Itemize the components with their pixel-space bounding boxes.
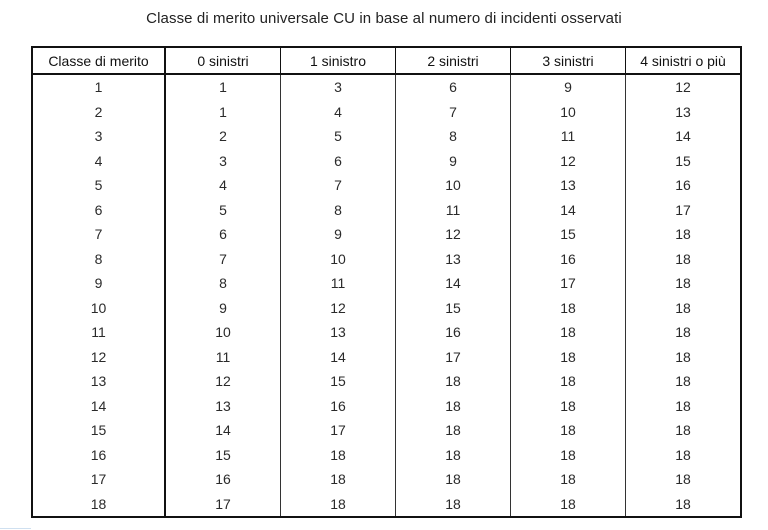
merit-class-cell: 3: [32, 124, 165, 149]
resulting-class-cell: 13: [511, 173, 626, 198]
divider: [0, 528, 31, 529]
resulting-class-cell: 17: [626, 198, 742, 223]
merit-class-cell: 7: [32, 222, 165, 247]
table-row: [32, 443, 741, 468]
resulting-class-cell: 16: [165, 467, 281, 492]
resulting-class-cell: 12: [165, 369, 281, 394]
resulting-class-cell: 18: [511, 320, 626, 345]
merit-class-cell: 18: [32, 492, 165, 518]
resulting-class-cell: 18: [511, 467, 626, 492]
resulting-class-cell: 18: [511, 345, 626, 370]
resulting-class-cell: 18: [626, 345, 742, 370]
resulting-class-cell: 15: [626, 149, 742, 174]
resulting-class-cell: 15: [165, 443, 281, 468]
column-header: 0 sinistri: [165, 47, 281, 74]
resulting-class-cell: 14: [396, 271, 511, 296]
resulting-class-cell: 12: [281, 296, 396, 321]
resulting-class-cell: 17: [281, 418, 396, 443]
table-row: [32, 345, 741, 370]
table-body: [32, 74, 741, 517]
resulting-class-cell: 15: [511, 222, 626, 247]
merit-class-cell: 1: [32, 74, 165, 100]
resulting-class-cell: 4: [281, 100, 396, 125]
resulting-class-cell: 15: [396, 296, 511, 321]
merit-class-cell: 12: [32, 345, 165, 370]
table-row: [32, 320, 741, 345]
resulting-class-cell: 10: [511, 100, 626, 125]
resulting-class-cell: 12: [396, 222, 511, 247]
resulting-class-cell: 18: [281, 443, 396, 468]
table-row: [32, 222, 741, 247]
resulting-class-cell: 8: [396, 124, 511, 149]
resulting-class-cell: 8: [165, 271, 281, 296]
resulting-class-cell: 2: [165, 124, 281, 149]
resulting-class-cell: 13: [165, 394, 281, 419]
column-header: 3 sinistri: [511, 47, 626, 74]
resulting-class-cell: 18: [626, 296, 742, 321]
column-header: 1 sinistro: [281, 47, 396, 74]
resulting-class-cell: 18: [281, 492, 396, 518]
resulting-class-cell: 1: [165, 74, 281, 100]
resulting-class-cell: 18: [511, 394, 626, 419]
column-header: 4 sinistri o più: [626, 47, 742, 74]
merit-class-cell: 15: [32, 418, 165, 443]
table-row: [32, 394, 741, 419]
resulting-class-cell: 18: [396, 418, 511, 443]
resulting-class-cell: 18: [396, 394, 511, 419]
resulting-class-cell: 18: [281, 467, 396, 492]
resulting-class-cell: 7: [165, 247, 281, 272]
table-row: [32, 74, 741, 100]
resulting-class-cell: 16: [281, 394, 396, 419]
resulting-class-cell: 3: [165, 149, 281, 174]
resulting-class-cell: 14: [281, 345, 396, 370]
table-row: [32, 467, 741, 492]
resulting-class-cell: 6: [165, 222, 281, 247]
resulting-class-cell: 18: [511, 369, 626, 394]
resulting-class-cell: 18: [626, 492, 742, 518]
resulting-class-cell: 14: [511, 198, 626, 223]
merit-class-table: [31, 46, 742, 518]
resulting-class-cell: 18: [626, 271, 742, 296]
resulting-class-cell: 7: [396, 100, 511, 125]
resulting-class-cell: 13: [396, 247, 511, 272]
resulting-class-cell: 15: [281, 369, 396, 394]
resulting-class-cell: 17: [396, 345, 511, 370]
table-row: [32, 198, 741, 223]
resulting-class-cell: 11: [165, 345, 281, 370]
resulting-class-cell: 14: [626, 124, 742, 149]
resulting-class-cell: 1: [165, 100, 281, 125]
table-row: [32, 296, 741, 321]
resulting-class-cell: 11: [511, 124, 626, 149]
merit-class-cell: 16: [32, 443, 165, 468]
resulting-class-cell: 18: [626, 467, 742, 492]
resulting-class-cell: 18: [511, 443, 626, 468]
resulting-class-cell: 16: [626, 173, 742, 198]
resulting-class-cell: 18: [396, 492, 511, 518]
resulting-class-cell: 6: [281, 149, 396, 174]
merit-class-cell: 9: [32, 271, 165, 296]
resulting-class-cell: 5: [165, 198, 281, 223]
merit-class-cell: 5: [32, 173, 165, 198]
resulting-class-cell: 10: [396, 173, 511, 198]
resulting-class-cell: 18: [626, 418, 742, 443]
resulting-class-cell: 3: [281, 74, 396, 100]
merit-class-cell: 13: [32, 369, 165, 394]
table-row: [32, 100, 741, 125]
resulting-class-cell: 10: [281, 247, 396, 272]
table-row: [32, 173, 741, 198]
merit-class-cell: 11: [32, 320, 165, 345]
table-row: [32, 124, 741, 149]
resulting-class-cell: 17: [511, 271, 626, 296]
merit-class-cell: 8: [32, 247, 165, 272]
resulting-class-cell: 16: [396, 320, 511, 345]
merit-class-cell: 17: [32, 467, 165, 492]
resulting-class-cell: 12: [626, 74, 742, 100]
resulting-class-cell: 18: [626, 247, 742, 272]
resulting-class-cell: 18: [396, 369, 511, 394]
resulting-class-cell: 8: [281, 198, 396, 223]
resulting-class-cell: 18: [626, 443, 742, 468]
column-header: 2 sinistri: [396, 47, 511, 74]
resulting-class-cell: 18: [396, 467, 511, 492]
resulting-class-cell: 18: [396, 443, 511, 468]
resulting-class-cell: 9: [281, 222, 396, 247]
merit-class-cell: 14: [32, 394, 165, 419]
resulting-class-cell: 18: [626, 222, 742, 247]
resulting-class-cell: 12: [511, 149, 626, 174]
merit-class-cell: 4: [32, 149, 165, 174]
document-title: Classe di merito universale CU in base al numero di incidenti osservati: [146, 10, 622, 27]
resulting-class-cell: 5: [281, 124, 396, 149]
resulting-class-cell: 16: [511, 247, 626, 272]
table-row: [32, 369, 741, 394]
table-row: [32, 271, 741, 296]
resulting-class-cell: 18: [511, 296, 626, 321]
resulting-class-cell: 9: [396, 149, 511, 174]
resulting-class-cell: 18: [626, 320, 742, 345]
table-header-row: [32, 47, 741, 74]
merit-class-cell: 10: [32, 296, 165, 321]
table-row: [32, 247, 741, 272]
resulting-class-cell: 18: [626, 394, 742, 419]
merit-class-cell: 6: [32, 198, 165, 223]
resulting-class-cell: 14: [165, 418, 281, 443]
resulting-class-cell: 9: [511, 74, 626, 100]
resulting-class-cell: 7: [281, 173, 396, 198]
table-row: [32, 418, 741, 443]
resulting-class-cell: 9: [165, 296, 281, 321]
resulting-class-cell: 18: [626, 369, 742, 394]
resulting-class-cell: 18: [511, 492, 626, 518]
resulting-class-cell: 11: [396, 198, 511, 223]
resulting-class-cell: 10: [165, 320, 281, 345]
table-row: [32, 149, 741, 174]
resulting-class-cell: 11: [281, 271, 396, 296]
resulting-class-cell: 4: [165, 173, 281, 198]
resulting-class-cell: 6: [396, 74, 511, 100]
resulting-class-cell: 17: [165, 492, 281, 518]
resulting-class-cell: 13: [626, 100, 742, 125]
table-row: [32, 492, 741, 518]
merit-class-cell: 2: [32, 100, 165, 125]
resulting-class-cell: 18: [511, 418, 626, 443]
column-header: Classe di merito: [32, 47, 165, 74]
resulting-class-cell: 13: [281, 320, 396, 345]
